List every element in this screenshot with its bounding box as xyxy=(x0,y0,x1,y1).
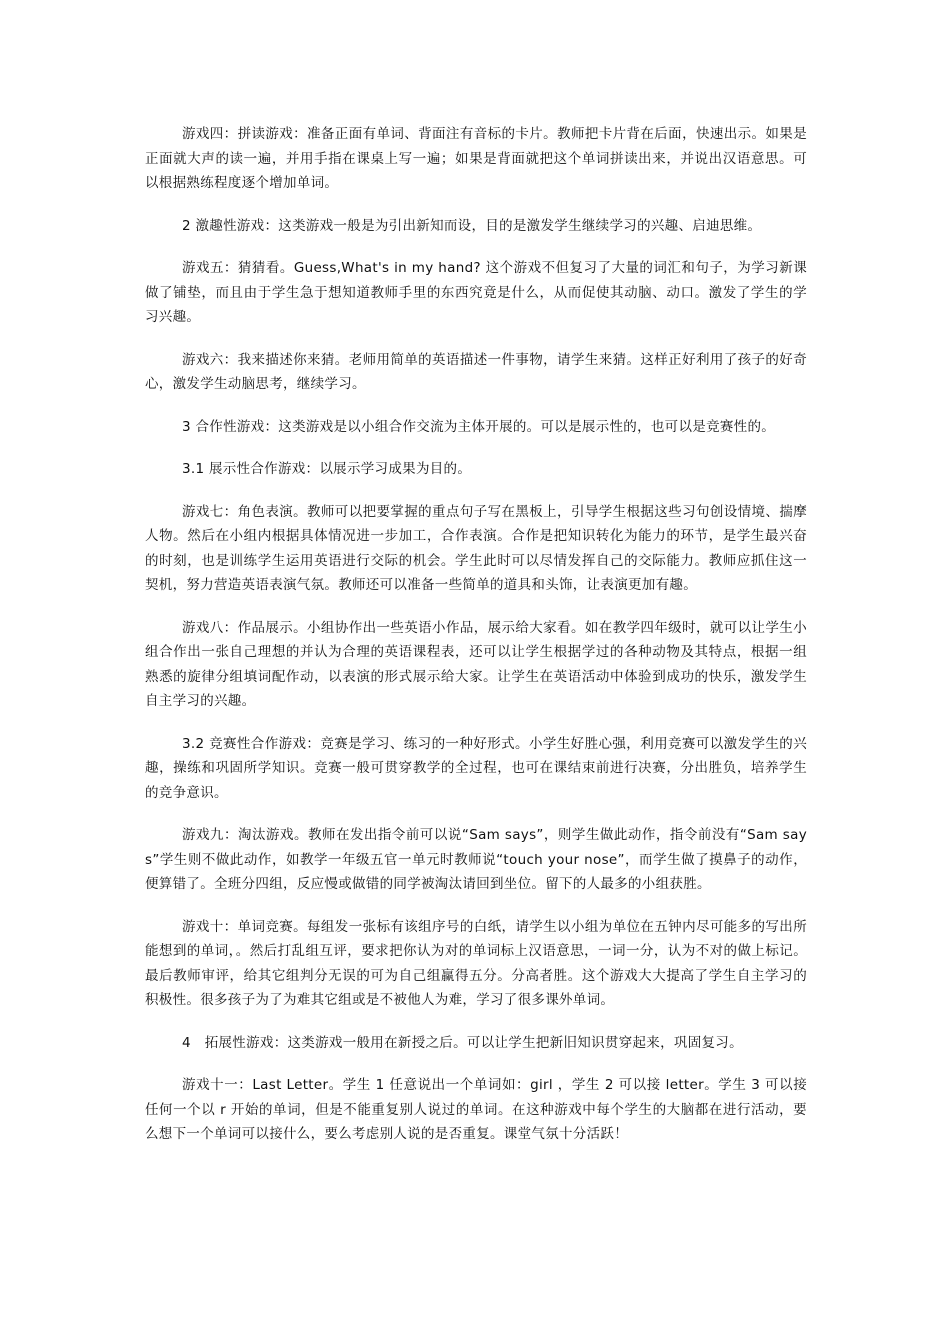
paragraph-extension-games: 4 拓展性游戏：这类游戏一般用在新授之后。可以让学生把新旧知识贯穿起来，巩固复习。 xyxy=(182,1034,743,1051)
paragraph-game-eight: 游戏八：作品展示。小组协作出一些英语小作品，展示给大家看。如在教学四年级时，就可以让学生小组合作出一张自己理想的并认为合理的英语课程表，还可以让学生根据学过的各种动物及其特点，根据一组熟悉的旋律分组填词配作动，以表演的形式展示给大家。让学生在英语活动中体验到成功的快乐，激发学生自主学习的兴趣。 xyxy=(145,619,807,709)
paragraph-game-eleven: 游戏十一：Last Letter。学生 1 任意说出一个单词如：girl ，学生 2 可以接 letter。学生 3 可以接任何一个以 r 开始的单词，但是不能重复别人说过的单词。在这种游戏中每个学生的大脑都在进行活动，要么想下一个单词可以接什么，要么考虑别人说的是否重复。课堂气氛十分活跃！ xyxy=(145,1077,807,1142)
paragraph-interest-games: 2 激趣性游戏：这类游戏一般是为引出新知而设，目的是激发学生继续学习的兴趣、启迪思维。 xyxy=(182,217,762,234)
paragraph-game-ten: 游戏十：单词竞赛。每组发一张标有该组序号的白纸，请学生以小组为单位在五钟内尽可能多的写出所能想到的单词，。然后打乱组互评，要求把你认为对的单词标上汉语意思，一词一分，认为不对的做上标记。最后教师审评，给其它组判分无误的可为自己组赢得五分。分高者胜。这个游戏大大提高了学生自主学习的积极性。很多孩子为了为难其它组或是不被他人为难，学习了很多课外单词。 xyxy=(145,918,807,1008)
paragraph-game-six: 游戏六：我来描述你来猜。老师用简单的英语描述一件事物，请学生来猜。这样正好利用了孩子的好奇心，激发学生动脑思考，继续学习。 xyxy=(145,351,807,392)
paragraph-showcase-games: 3.1 展示性合作游戏：以展示学习成果为目的。 xyxy=(182,461,472,477)
paragraph-cooperative-games: 3 合作性游戏：这类游戏是以小组合作交流为主体开展的。可以是展示性的，也可以是竞赛性的。 xyxy=(182,418,776,435)
paragraph-game-four: 游戏四：拼读游戏：准备正面有单词、背面注有音标的卡片。教师把卡片背在后面，快速出示。如果是正面就大声的读一遍，并用手指在课桌上写一遍；如果是背面就把这个单词拼读出来，并说出汉语意思。可以根据熟练程度逐个增加单词。 xyxy=(145,126,807,191)
document-body xyxy=(145,122,807,1147)
paragraph-game-nine: 游戏九：淘汰游戏。教师在发出指令前可以说“Sam says”，则学生做此动作，指令前没有“Sam says”学生则不做此动作，如教学一年级五官一单元时教师说“touch your nose”，而学生做了摸鼻子的动作，便算错了。全班分四组，反应慢或做错的同学被淘汰请回到坐位。留下的人最多的小组获胜。 xyxy=(145,827,807,892)
paragraph-competitive-games: 3.2 竞赛性合作游戏：竞赛是学习、练习的一种好形式。小学生好胜心强，利用竞赛可以激发学生的兴趣，操练和巩固所学知识。竞赛一般可贯穿教学的全过程，也可在课结束前进行决赛，分出胜负，培养学生的竞争意识。 xyxy=(145,735,807,801)
paragraph-game-seven: 游戏七：角色表演。教师可以把要掌握的重点句子写在黑板上，引导学生根据这些习句创设情境、揣摩人物。然后在小组内根据具体情况进一步加工，合作表演。合作是把知识转化为能力的环节，是学生最兴奋的时刻，也是训练学生运用英语进行交际的机会。学生此时可以尽情发挥自己的交际能力。教师应抓住这一契机，努力营造英语表演气氛。教师还可以准备一些简单的道具和头饰，让表演更加有趣。 xyxy=(145,503,807,593)
paragraph-game-five: 游戏五：猜猜看。Guess,What's in my hand? 这个游戏不但复习了大量的词汇和句子，为学习新课做了铺垫，而且由于学生急于想知道教师手里的东西究竟是什么，从而促使其动脑、动口。激发了学生的学习兴趣。 xyxy=(145,260,807,325)
